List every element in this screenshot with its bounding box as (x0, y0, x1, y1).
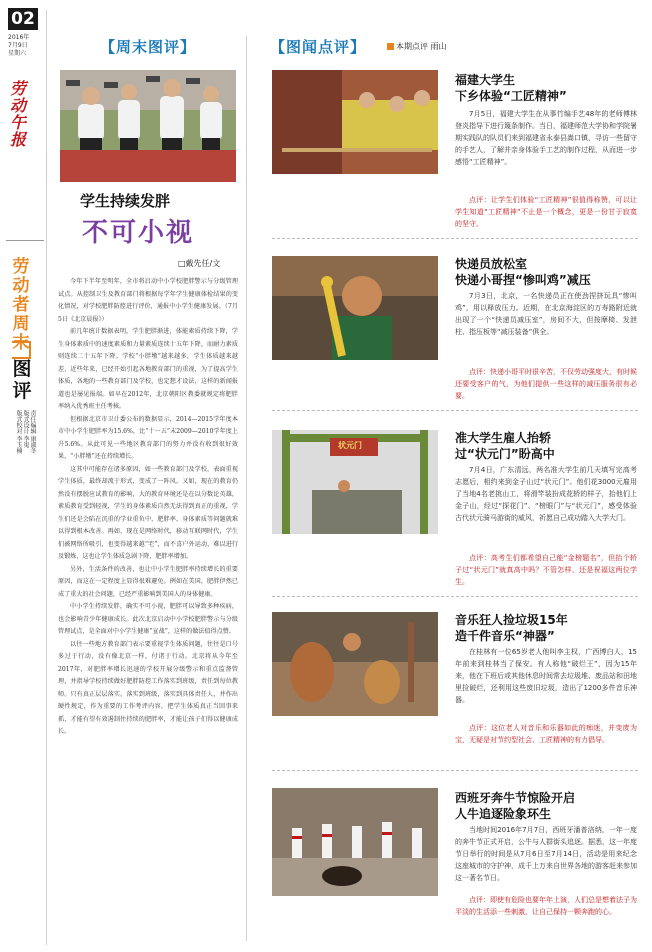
commentator-text: 本期点评 雨山 (396, 42, 447, 51)
right-section-header: 【图闻点评】 (270, 38, 367, 56)
masthead-rule (6, 240, 44, 241)
item3-title-line1: 准大学生雇人抬轿 (455, 431, 552, 445)
item1-body (455, 108, 637, 168)
article-paragraph: 今年下半年至明年，全市将启动中小学校肥胖警示与分级管理试点。从控制卫生及教育部门将根据每学年学生健康体检结果的变化情况，对学校肥胖防控进行评价，通报中小学生健康发展。（7月5日《北京晨报》） (58, 278, 238, 323)
item4-title-line1: 音乐狂人捡垃圾15年 (455, 613, 568, 627)
item4-title-line2: 造千件音乐“神器” (455, 629, 555, 643)
article-paragraph: 但根据北京市卫计委公布的数据显示，2014—2015学年度本市中小学生肥胖率为15.6%，比“十一五”末2009—2010学年度上升5.6%。从此可见一些地区教育部门的努力并没有收到很好效果，“小胖墩”还在持续增长。 (58, 415, 238, 460)
item5-comment-text: 点评：即使有危险也要年年上演，人们总是想着法子为平淡的生活添一些刺激，让自己保持一颗奔跑的心。 (455, 896, 637, 916)
masthead-divider (46, 10, 47, 945)
item4-comment-text: 点评：这位老人对音乐和乐器如此的痴迷，并变废为宝，无疑是对节约型社会、工匠精神的有力倡导。 (455, 724, 637, 744)
column-divider (246, 36, 247, 941)
article-title-line2: 不可小视 (82, 218, 195, 248)
item1-title-line1: 福建大学生 (455, 73, 516, 87)
item2-body-text: 7月3日，北京，一名快递员正在使劲捏挤玩具“惨叫鸡”，用以释放压力。近期，在北京海淀区的万寿路附近就出现了一个“快递员减压室”，房间不大，但按摩椅、发泄柱、指压板等“减压装备”俱全。 (455, 292, 637, 336)
item-divider (272, 410, 638, 412)
page-number: 02 (8, 8, 38, 30)
item2-title-line2: 快递小哥捏“惨叫鸡”减压 (455, 273, 591, 287)
gate-board-text: 状元门 (338, 441, 362, 450)
item5-title (455, 790, 575, 822)
editor-credits (14, 410, 36, 480)
issue-date (8, 34, 44, 58)
item1-body-text: 7月5日，福建大学生在从事竹编手艺48年的老师傅林登炎指导下进行篾条制作。当日，福建师范大学协和学院暑期实践队的队员们来到福建省永泰县嵩口镇，寻访一些留守的手艺人，了解并亲身体验手工艺的制作过程，从而进一步感悟“工匠精神”。 (455, 110, 637, 166)
item5-title-line1: 西班牙奔牛节惊险开启 (455, 791, 576, 805)
section-bracket-icon (10, 340, 32, 360)
item3-title (455, 430, 555, 462)
article-paragraph: 这其中可能存在诸多原因，如一些教育部门及学校，表面重视学生体质，最终却流于形式，变成了一阵风。又如，现在的教育仍然没有摆脱应试教育的影响，大的教育环境还是在以分数论英雄，素质教育受到轻视，学生的身体素质自然无法得到真正的重视，学生们还是会陷在沉重的学业重负中，肥胖率、身体素质等问题就难以得到根本改善。再如，现在是网络时代，移动互联网时代，学生们被网络所吸引，也变得越来越“宅”，而不喜户外运动，难以进行及锻炼，这也让学生体质急剧下降，肥胖率增加。 (58, 465, 238, 560)
item3-comment (455, 552, 637, 588)
newspaper-logo: 劳动午报 (10, 79, 27, 149)
item-divider (272, 770, 638, 772)
article-byline: □戴先任/文 (178, 259, 221, 268)
section-subname: 图评 (12, 358, 32, 402)
article-paragraph: 前几年统计数据表明，学生肥胖渐进，体能素质持续下降，学生身体素质中的速度素质和力量素质连续十五年下降，而耐力素质则连续二十五年下降。学校“小胖墩”越来越多，学生体质越来越差，近些年来，已经开始引起各地教育部门的重视，为了提高学生体质，各地的一些教育部门及学校，也定想才设法，这样的新闻报道也是屡见报端。如早在2012年，北京朝阳区教委就规定将肥胖率纳入优秀班主任考核。 (58, 328, 238, 410)
item5-title-line2: 人牛追逐险象环生 (455, 807, 552, 821)
item1-comment-text: 点评：让学生们体验“工匠精神”很值得称赞，可以让学生知道“工匠精神”不止是一个概念，更是一份甘于寂寞的坚守。 (455, 196, 637, 228)
item1-title (455, 72, 567, 104)
item3-body-text: 7月4日，广东清远，两名准大学生前几天填写完高考志愿后，相约来到金子山过“状元门”。他们花3000元雇用了当地4名老挑山工，将滑竿装扮成花轿的样子，抬他们上金子山，经过“探花门”、“榜眼门”与“状元门”，感受体验古代状元骑马游街的威风，祈愿自己成功踏入大学大门。 (455, 466, 637, 522)
item3-body (455, 464, 637, 524)
credit-proof: 版式校对 李玉楠 (15, 410, 22, 454)
item2-body (455, 290, 637, 338)
commentator-credit (387, 41, 447, 52)
item2-comment (455, 366, 637, 402)
item5-comment (455, 894, 637, 918)
article-paragraph: 另外，生活条件的改善，也让中小学生肥胖率持续增长的重要原因，而这在一定程度上显得很难避免。例如在美国，肥胖伊然已成了重大的社会问题，已经严重影响到美国人的身体健康。 (58, 565, 238, 598)
item4-body (455, 646, 637, 706)
article-paragraph: 中小学生持续发胖，确实不可小视，肥胖可以导致多种疾病，也会影响青少年健康成长。此次北京启动中小学校肥胖警示与分级管理试点，是全面对中小学生健康“宣战”，这样的做法值得点赞。 (58, 603, 238, 635)
left-section-header: 【周末图评】 (100, 38, 197, 56)
item3-comment-text: 点评：高考生们都希望自己能“金榜题名”，但抬个轿子过“状元门”就真高中吗？不管怎样，还是祝福这两位学生。 (455, 554, 637, 586)
date-weekday: 星期六 (8, 50, 27, 57)
item4-body-text: 在桂林有一位65岁老人他叫李主权，广西博白人，15年前来到桂林当了保安。有人称他“破烂王”，因为15年来，他在下班后或其他休息时间常去垃圾堆、废品站和田地里捡破烂，还利用这些废旧垃圾，造出了1200多件音乐神器。 (455, 648, 637, 704)
item-divider (272, 596, 638, 598)
credit-editor: 责任编辑 康淑冬 (29, 410, 36, 454)
item1-title-line2: 下乡体验“工匠精神” (455, 89, 567, 103)
item4-comment (455, 722, 637, 746)
article-paragraph: 以往一些地方教育部门表示要重视学生体质问题，往往是口号多过于行动，没有像北京一样，付诸于行动。北京将从今年至2017年，对肥胖率增长迅速的学校开展分级警示和重点监督管理，并指导学校持续做好肥胖防控工作落实到班级，责任到每位教师。只有真正层层落实，落实到班级，落实到具体责任人，并作出硬性规定，作为重要的工作考评内容，把学生体质真正当回事来抓，才能有望有效遏制住持续的肥胖率，才能让孩子们得以健康成长。 (58, 640, 238, 735)
item2-title-line1: 快递员放松室 (455, 257, 528, 271)
item3-title-line2: 过“状元门”盼高中 (455, 447, 555, 461)
item2-comment-text: 点评：快递小哥平时很辛苦，不仅劳动强度大，有时候还要受客户的气，为他们提供一些这样的减压服务很有必要。 (455, 368, 637, 400)
item5-body-text: 当地时间2016年7月7日，西班牙潘普洛纳，一年一度的奔牛节正式开启，公牛与人群街头追逐。据悉，这一年度节日举行的时间是从7月6日至7月14日，活动是用来纪念这座城市的守护神，成千上万来自世界各地的游客赶来参加这一著名节日。 (455, 826, 637, 882)
item5-body (455, 824, 637, 884)
date-day: 7月9日 (8, 42, 28, 49)
students-exercise-photo (60, 70, 236, 182)
item4-title (455, 612, 568, 644)
bull-run-photo (272, 788, 438, 896)
item1-comment (455, 194, 637, 230)
item2-title (455, 256, 591, 288)
item-divider (272, 238, 638, 240)
instruments-photo (272, 612, 438, 716)
orange-square-icon (387, 43, 394, 50)
date-year: 2016年 (8, 34, 30, 41)
craft-photo (272, 70, 438, 174)
courier-photo (272, 256, 438, 360)
credit-design: 版式设计 李嵬 (22, 410, 29, 448)
section-name: 劳动者周末 (12, 257, 30, 353)
article-body (58, 276, 238, 936)
article-title-line1: 学生持续发胖 (80, 192, 171, 210)
